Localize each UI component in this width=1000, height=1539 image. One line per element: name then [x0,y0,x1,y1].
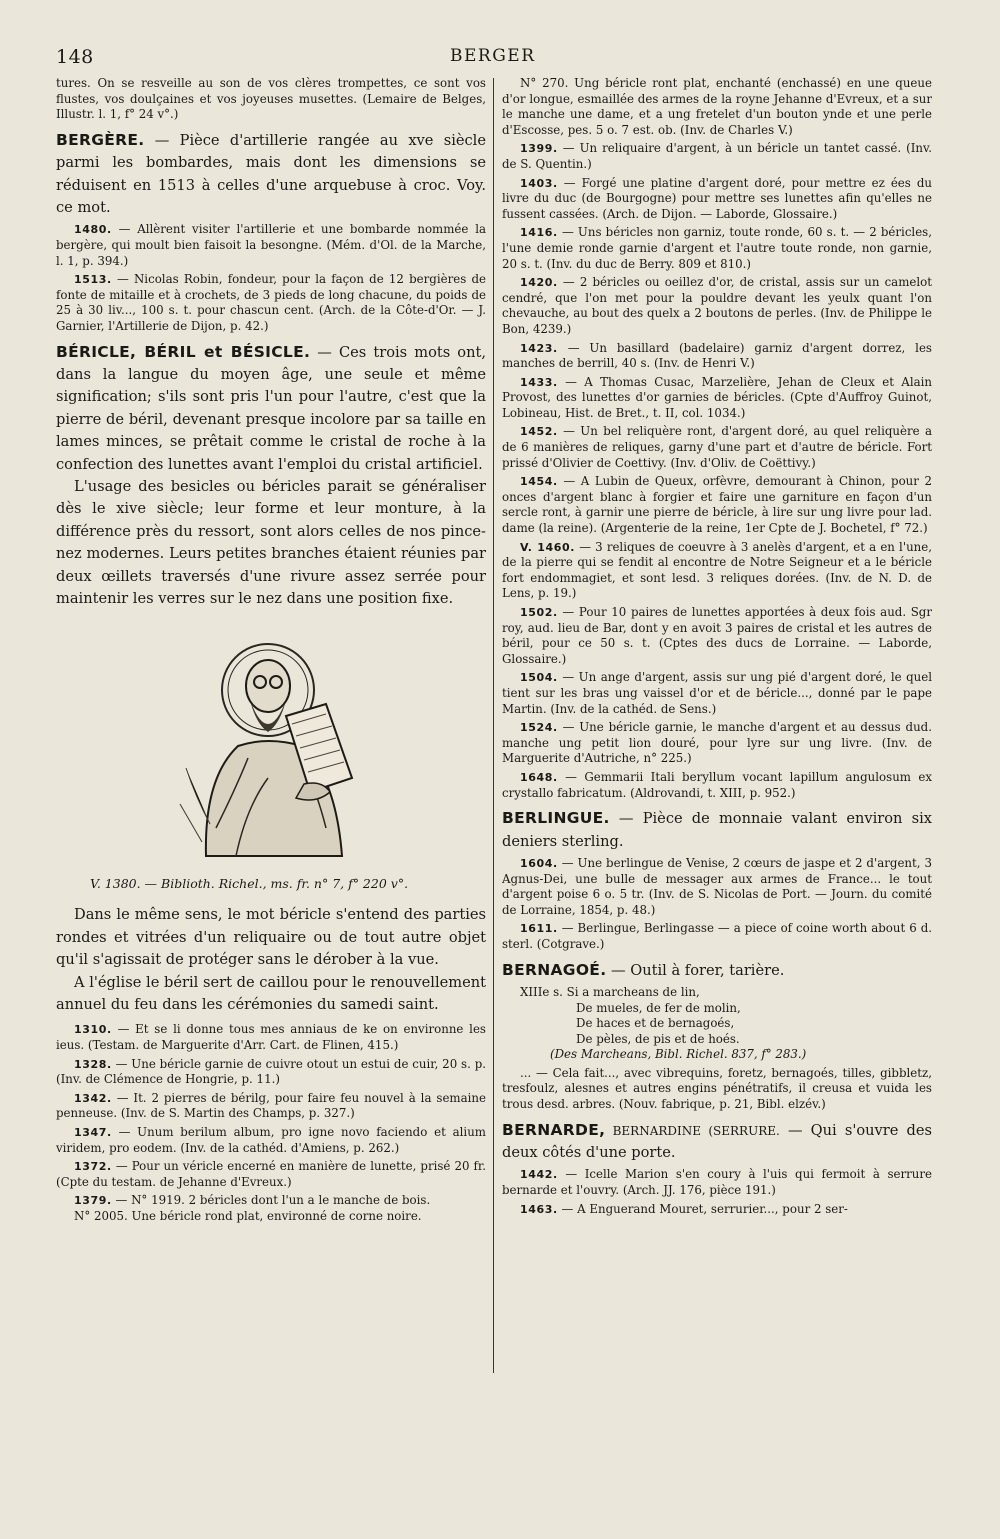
citation [502,856,932,918]
citation-text: — N° 1919. 2 béricles dont l'un a le manche de bois. [111,1193,431,1208]
citation-year: 1648. [520,770,558,784]
entry-berlingue [502,807,932,853]
citation [502,341,932,372]
citation [502,720,932,767]
citation-year: 1480. [74,223,112,237]
citation-year: 1379. [74,1194,112,1208]
citation-year: 1442. [520,1168,558,1182]
running-head: BERGER [450,46,536,66]
citation-text: — Et se li donne tous mes anniaus de ke on environne les ieus. (Testam. de Marguerite d'Arr. Cart. de Flinen, 415.) [56,1022,486,1053]
citation-year: 1420. [520,276,558,290]
citation-year: 1502. [520,606,558,619]
bernagoe-definition: — Outil à forer, tarière. [606,961,785,979]
citation-year: 1604. [520,856,558,870]
paragraph-tures: tures. On se resveille au son de vos clères trompettes, ce sont vos flustes, vos doulçaines et vos joyeuses musettes. (Lemaire de Belges, Illustr. l. 1, f° 24 v°.) [56,76,486,122]
citation-text: — Icelle Marion s'en coury à l'uis qui fermoit à serrure bernarde et l'ouvry. (Arch. JJ. 176, pièce 191.) [502,1167,932,1198]
headword-berlingue: BERLINGUE. [502,809,610,828]
citation-year: 1504. [520,671,558,685]
citation-year: 1416. [520,226,558,240]
citation-year: 1310. [74,1023,112,1037]
citation-year: 1403. [520,176,558,190]
citation-year: 1452. [520,425,558,439]
citation-text: — Berlingue, Berlingasse — a piece of coine worth about 6 d. sterl. (Cotgrave.) [502,921,932,951]
engraving-figure [56,620,486,872]
citation-text: — Un bel reliquère ront, d'argent doré, au quel reliquère a de 6 manières de reliques, garny d'une part et d'autre de béricle. Fort prissé d'Olivier de Coettivy. (Inv. d'Oliv. de Coëttivy.) [502,424,932,470]
citation-2005: N° 2005. Une béricle rond plat, environné de corne noire. [74,1209,422,1223]
citation [502,176,932,223]
citation-year: 1423. [520,341,558,355]
citation-year: 1347. [74,1126,112,1140]
citation-year: 1399. [520,142,558,156]
citation [502,225,932,272]
citation-text: — Une béricle garnie, le manche d'argent et au dessus dud. manche ung petit lion douré, pour lyre sur ung livre. (Inv. de Marguerite d'Autriche, n° 225.) [502,720,932,766]
headword-bergere: BERGÈRE. [56,130,145,149]
paragraph-samedi-saint: A l'église le béril sert de caillou pour le renouvellement annuel du feu dans les cérémonies du samedi saint. [56,973,486,1014]
right-column [502,76,932,1217]
verse-line: De haces et de bernagoés, [576,1016,735,1031]
berlingue-definition: — Pièce de monnaie valant environ six deniers sterling. [502,810,932,850]
bergere-definition: — Pièce d'artillerie rangée au xve siècle parmi les bombardes, mais dont les dimensions se réduisent en 1513 à celles d'une arquebuse à croc. Voy. ce mot. [56,131,486,216]
citation-text: — Uns béricles non garniz, toute ronde, 60 s. t. — 2 béricles, l'une demie ronde garnie d'argent et l'autre toute ronde, non garnie, 20 s. t. (Inv. du duc de Berry. 809 et 810.) [502,225,932,271]
citation [502,605,932,667]
citation [502,1202,932,1218]
citation [502,141,932,172]
headword-bernarde: BERNARDE, [502,1120,606,1139]
citation-year: 1433. [520,375,558,389]
citation-year: 1513. [74,273,112,287]
column-divider [493,78,494,1373]
entry-bernagoe [502,959,932,982]
citation [56,1022,486,1053]
citation-text: — Unum berilum album, pro igne novo faciendo et alium viridem, pro eodem. (Inv. de la cathéd. d'Amiens, p. 262.) [56,1125,486,1155]
citation [56,272,486,334]
citation-270: N° 270. Ung béricle ront plat, enchanté (enchassé) en une queue d'or longue, esmaillée des armes de la royne Jehanne d'Evreux, et a sur le manche une dame, et a ung fretelet d'un bouton ynde et une perle d'Escosse, pes. 5 o. 7 est. ob. (Inv. de Charles V.) [502,76,932,137]
citation-text: — Gemmarii Itali beryllum vocant lapillum angulosum ex crystallo fabricatum. (Aldrovandi, t. XIII, p. 952.) [502,769,932,800]
citation [56,1091,486,1122]
citation [502,474,932,536]
citation-text: — 3 reliques de coeuvre à 3 anelès d'argent, et a en l'une, de la pierre qui se fendit al encontre de Notre Seigneur et a le béricle fort endommagiet, et sont lesd. 3 reliques dorées. (Inv. de N. D. de Lens, p. 19.) [502,539,932,601]
citation [502,1167,932,1198]
citation [56,1057,486,1088]
citation-text: — Un reliquaire d'argent, à un béricle un tantet cassé. (Inv. de S. Quentin.) [502,141,932,171]
verse-line: De pèles, de pis et de hoés. [576,1031,740,1046]
paragraph-usage: L'usage des besicles ou béricles parait se généraliser dès le xive siècle; leur forme et leur monture, à la différence près du ressort, sont alors celles de nos pince-nez modernes. Leurs petites branches étaient réunies par deux œillets traversés d'une rivure assez serrée pour maintenir les verres sur le nez dans une position fixe. [56,478,486,608]
citation-text: — A Lubin de Queux, orfèvre, demourant à Chinon, pour 2 onces d'argent blanc à forgier et faire une garniture en façon d'un sercle ront, à garnir une pierre de béricle, à lire sur ung livre pour lad. dame (la reine). (Argenterie de la reine, 1er Cpte de J. Bochetel, f° 72.) [502,474,932,536]
verse-source: (Des Marcheans, Bibl. Richel. 837, f° 283.) [550,1047,807,1062]
headword-bernagoe: BERNAGOÉ. [502,960,607,979]
citation-text: — Allèrent visiter l'artillerie et une bombarde nommée la bergère, qui moult bien faisoit la besongne. (Mém. d'Ol. de la Marche, l. 1, p. 394.) [56,222,486,268]
bericle-definition: — Ces trois mots ont, dans la langue du moyen âge, une seule et même signification; s'ils sont pris l'un pour l'autre, c'est que la pierre de béril, devenant presque incolore par sa taille en lames minces, se prêtait comme le cristal de roche à la confection des lunettes avant l'emploi du cristal artificiel. [56,343,486,473]
paragraph-meme-sens: Dans le même sens, le mot béricle s'entend des parties rondes et vitrées d'un reliquaire ou de tout autre objet qu'il s'agissait de protéger sans le dérober à la vue. [56,906,486,969]
citation-year: 1372. [74,1160,112,1174]
citation-text: — Forgé une platine d'argent doré, pour mettre ez ées du livre du duc (de Bourgogne) pour mettre ses lunettes afin qu'elles ne fussent cassées. (Arch. de Dijon. — Laborde, Glossaire.) [502,175,932,221]
citation-year: 1463. [520,1202,558,1216]
citation-text: — It. 2 pierres de bérilg, pour faire feu nouvel à la semaine penneuse. (Inv. de S. Martin des Champs, p. 327.) [56,1090,486,1121]
citation-text: — Un ange d'argent, assis sur ung pié d'argent doré, le quel tient sur les bras ung vaissel d'or et de béricle..., donné par le pape Martin. (Inv. de la cathéd. de Sens.) [502,670,932,716]
citation [502,540,932,602]
citation [56,1159,486,1190]
citation-text: — Une béricle garnie de cuivre otout un estui de cuir, 20 s. p. (Inv. de Clémence de Hongrie, p. 11.) [56,1056,486,1087]
citation [56,1125,486,1156]
figure-caption: V. 1380. — Biblioth. Richel., ms. fr. n° 7, f° 220 v°. [90,876,409,892]
citation [502,670,932,717]
citation [502,921,932,952]
citation-text: — Pour un véricle encerné en manière de lunette, prisé 20 fr. (Cpte du testam. de Jehanne d'Evreux.) [56,1159,486,1189]
citation-year: 1454. [520,475,558,489]
headword-bericle: BÉRICLE, BÉRIL et BÉSICLE. [56,342,311,361]
citation-year: V. 1460. [520,540,576,554]
citation-year: 1328. [74,1057,112,1071]
verse-line: De mueles, de fer de molin, [576,1000,741,1015]
citation-text: — Pour 10 paires de lunettes apportées à deux fois aud. Sgr roy, aud. lieu de Bar, dont y en avoit 3 paires de cristal et les autres de béril, pour ce 50 s. t. (Cptes des ducs de Lorraine. — Laborde, Glossaire.) [502,605,932,666]
bernarde-subhead: BERNARDINE (SERRURE. [605,1123,780,1138]
page-number: 148 [56,46,94,68]
left-column [56,76,486,1225]
citation-text: — Un basillard (badelaire) garniz d'argent dorrez, les manches de berrill, 40 s. (Inv. de Henri V.) [502,340,932,371]
citation-text: — 2 béricles ou oeillez d'or, de cristal, assis sur un camelot cendré, que l'on met pour la pouldre devant les yeulx quant l'on chevauche, au bout des quelx a 2 boutons de perles. (Inv. de Philippe le Bon, 4239.) [502,275,932,336]
citation [502,375,932,422]
citation [502,275,932,337]
citation [56,222,486,269]
citation-year: 1611. [520,922,558,936]
citation-text: — A Thomas Cusac, Marzelière, Jehan de Cleux et Alain Provost, des lunettes d'or garnies de béricles. (Cpte d'Auffroy Guinot, Lobineau, Hist. de Bret., t. II, col. 1034.) [502,374,932,420]
verse-line: XIIIe s. Si a marcheans de lin, [520,984,700,999]
entry-bericle [56,341,486,476]
citation-text: — A Enguerand Mouret, serrurier..., pour 2 ser- [557,1201,848,1216]
saint-reading-illustration [176,628,366,868]
citation [502,770,932,801]
citation-year: 1524. [520,721,558,735]
verse-block [520,985,932,1063]
citation-text: — Une berlingue de Venise, 2 cœurs de jaspe et 2 d'argent, 3 Agnus-Dei, une bulle de messager aux armes de France... le tout d'argent poise 6 o. 5 tr. (Inv. de S. Nicolas de Port. — Journ. du comité de Lorraine, 1854, p. 48.) [502,855,932,917]
citation [502,424,932,471]
citation-year: 1342. [74,1091,112,1105]
entry-bergere [56,129,486,220]
entry-bernarde [502,1119,932,1165]
citation [56,1193,486,1209]
bernarde-definition: — Qui s'ouvre des deux côtés d'une porte. [502,1121,932,1162]
paragraph-bernagoe: ... — Cela fait..., avec vibrequins, foretz, bernagoés, tilles, gibbletz, tresfoulz, alesnes et autres engins pénétratifs, il creusa et vuida les trous desd. arbres. (Nouv. fabrique, p. 21, Bibl. elzév.) [502,1065,932,1112]
citation-text: — Nicolas Robin, fondeur, pour la façon de 12 bergières de fonte de mitaille et à crochets, de 3 pieds de long chacune, du poids de 25 à 30 liv..., 100 s. t. pour chascun cent. (Arch. de la Côte-d'Or. — J. Garnier, l'Artillerie de Dijon, p. 42.) [56,272,486,333]
